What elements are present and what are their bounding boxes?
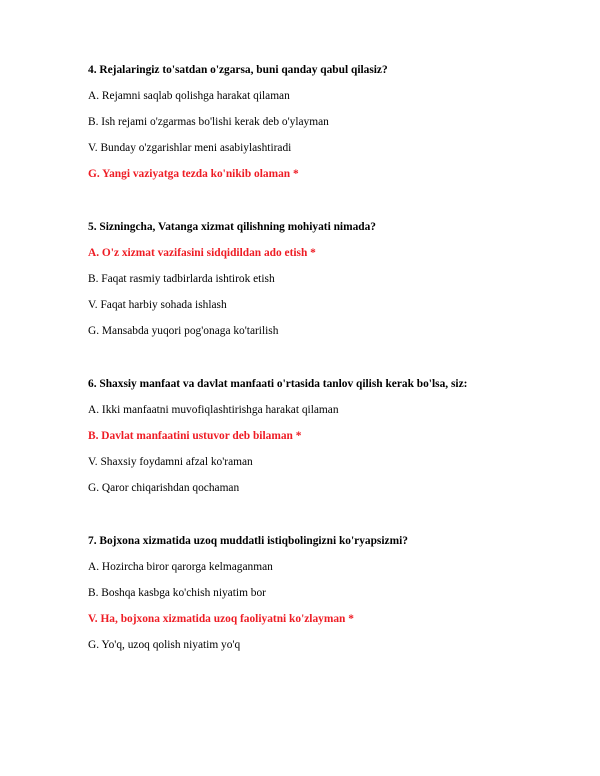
- question-block-5: [88, 220, 600, 338]
- answer-option-a: A. Rejamni saqlab qolishga harakat qilaman: [88, 90, 290, 102]
- question-title: 7. Bojxona xizmatida uzoq muddatli istiqbolingizni ko'ryapsizmi?: [88, 535, 408, 547]
- answer-option-v: V. Faqat harbiy sohada ishlash: [88, 299, 227, 311]
- question-block-7: [88, 534, 600, 652]
- answer-option-b-correct: B. Davlat manfaatini ustuvor deb bilaman *: [88, 430, 302, 442]
- question-block-6: [88, 377, 600, 495]
- answer-option-v: V. Bunday o'zgarishlar meni asabiylashtiradi: [88, 142, 292, 154]
- question-block-4: [88, 63, 600, 181]
- answer-option-b: B. Ish rejami o'zgarmas bo'lishi kerak deb o'ylayman: [88, 116, 329, 128]
- answer-option-a-correct: A. O'z xizmat vazifasini sidqidildan ado etish *: [88, 247, 316, 259]
- question-title: 5. Sizningcha, Vatanga xizmat qilishning mohiyati nimada?: [88, 221, 376, 233]
- answer-option-b: B. Faqat rasmiy tadbirlarda ishtirok etish: [88, 273, 275, 285]
- answer-option-a: A. Ikki manfaatni muvofiqlashtirishga harakat qilaman: [88, 404, 339, 416]
- answer-option-b: B. Boshqa kasbga ko'chish niyatim bor: [88, 587, 266, 599]
- answer-option-g: G. Qaror chiqarishdan qochaman: [88, 482, 240, 494]
- answer-option-g: G. Yo'q, uzoq qolish niyatim yo'q: [88, 639, 241, 651]
- answer-option-g-correct: G. Yangi vaziyatga tezda ko'nikib olaman *: [88, 168, 299, 180]
- question-title: 6. Shaxsiy manfaat va davlat manfaati o'rtasida tanlov qilish kerak bo'lsa, siz:: [88, 378, 468, 390]
- answer-option-a: A. Hozircha biror qarorga kelmaganman: [88, 561, 273, 573]
- answer-option-v: V. Shaxsiy foydamni afzal ko'raman: [88, 456, 253, 468]
- question-title: 4. Rejalaringiz to'satdan o'zgarsa, buni qanday qabul qilasiz?: [88, 64, 388, 76]
- answer-option-g: G. Mansabda yuqori pog'onaga ko'tarilish: [88, 325, 279, 337]
- answer-option-v-correct: V. Ha, bojxona xizmatida uzoq faoliyatni ko'zlayman *: [88, 613, 354, 625]
